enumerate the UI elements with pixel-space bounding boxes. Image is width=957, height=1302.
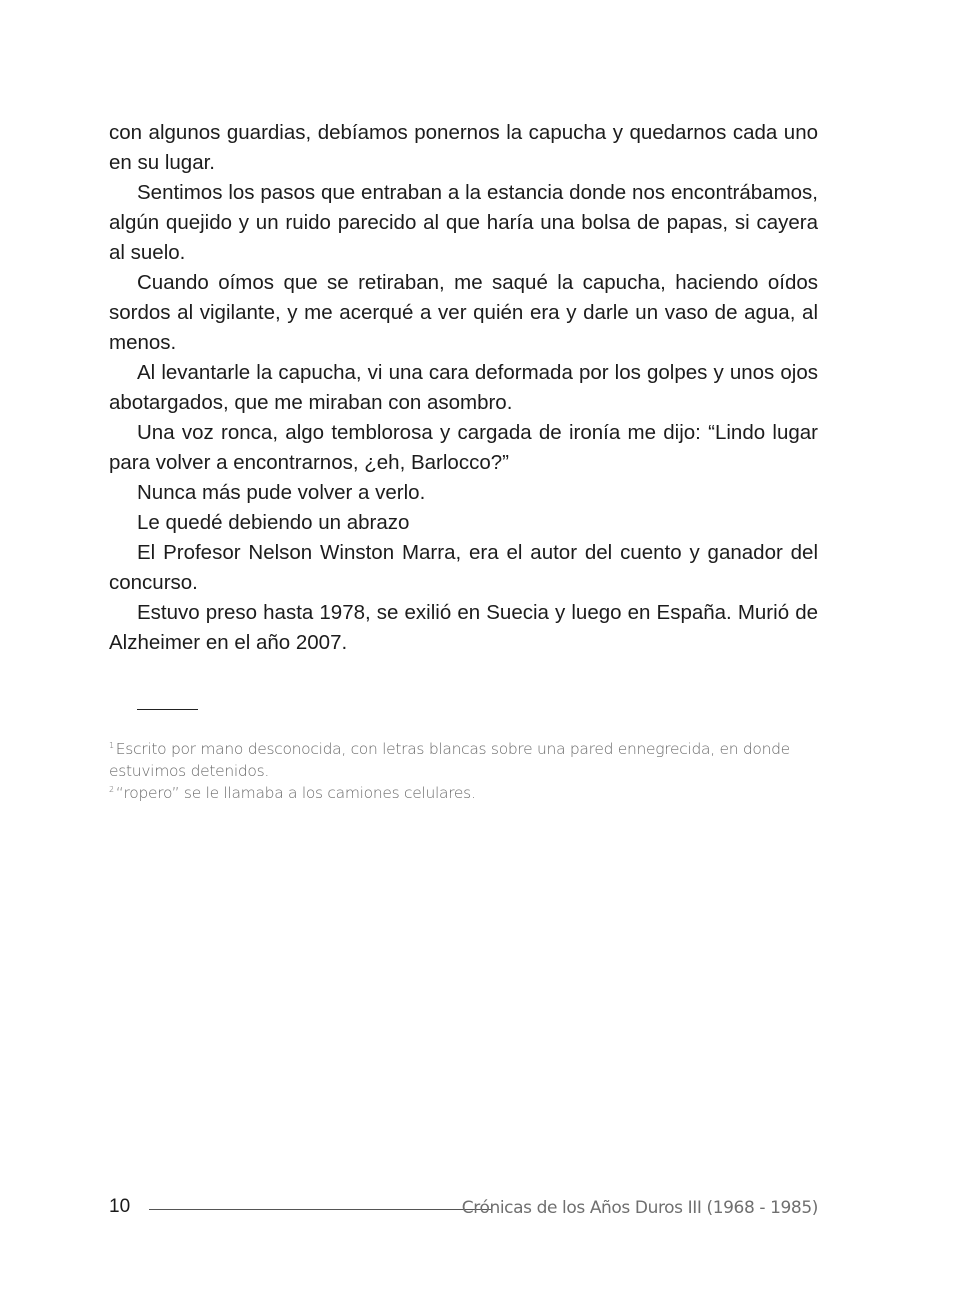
footnote-text: Escrito por mano desconocida, con letras blancas sobre una pared ennegrecida, en donde estuvimos detenidos.: [109, 740, 790, 780]
body-text: [109, 118, 818, 658]
paragraph: Cuando oímos que se retiraban, me saqué la capucha, haciendo oídos sordos al vigilante, y me acerqué a ver quién era y darle un vaso de agua, al menos.: [109, 271, 818, 354]
footnote-text: “ropero” se le llamaba a los camiones celulares.: [115, 784, 476, 802]
paragraph: Nunca más pude volver a verlo.: [137, 481, 426, 504]
page-number: 10: [109, 1196, 131, 1217]
paragraph: Sentimos los pasos que entraban a la estancia donde nos encontrábamos, algún quejido y un ruido parecido al que haría una bolsa de papas, si cayera al suelo.: [109, 181, 818, 264]
page-footer: [109, 1194, 818, 1224]
paragraph: Al levantarle la capucha, vi una cara deformada por los golpes y unos ojos abotargados, que me miraban con asombro.: [109, 361, 818, 414]
paragraph: Una voz ronca, algo temblorosa y cargada de ironía me dijo: “Lindo lugar para volver a encontrarnos, ¿eh, Barlocco?”: [109, 421, 818, 474]
paragraph: Estuvo preso hasta 1978, se exilió en Suecia y luego en España. Murió de Alzheimer en el año 2007.: [109, 601, 818, 654]
footnote: [109, 782, 821, 804]
footnote: [109, 738, 821, 782]
footnotes: [109, 738, 821, 804]
running-title: Crónicas de los Años Duros III (1968 - 1985): [461, 1198, 818, 1218]
paragraph: El Profesor Nelson Winston Marra, era el autor del cuento y ganador del concurso.: [109, 541, 818, 594]
paragraph: Le quedé debiendo un abrazo: [137, 511, 410, 534]
paragraph: con algunos guardias, debíamos ponernos la capucha y quedarnos cada uno en su lugar.: [109, 121, 818, 174]
footnote-separator: [137, 709, 198, 710]
footnote-marker: 1: [109, 740, 114, 750]
footer-rule: [149, 1209, 491, 1210]
footnote-marker: 2: [109, 784, 114, 794]
